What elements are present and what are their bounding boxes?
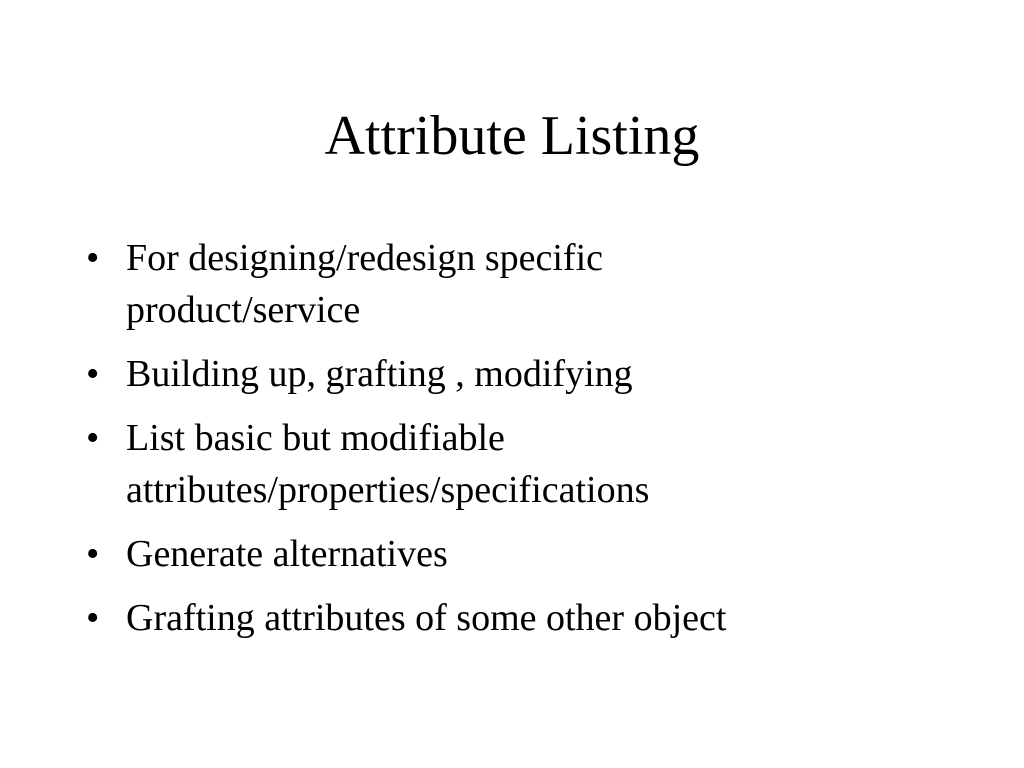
bullet-text: Generate alternatives xyxy=(126,533,448,575)
bullet-item xyxy=(86,232,966,336)
bullet-text: List basic but modifiable attributes/properties/specifications xyxy=(126,417,650,511)
bullet-text: For designing/redesign specific product/service xyxy=(126,237,604,331)
slide-title: Attribute Listing xyxy=(324,105,700,167)
bullet-dot-icon: • xyxy=(86,353,100,395)
bullet-dot-icon: • xyxy=(86,533,100,575)
bullet-dot-icon: • xyxy=(86,417,100,459)
bullet-text: Building up, grafting , modifying xyxy=(126,353,633,395)
bullet-item xyxy=(86,412,966,516)
bullet-item xyxy=(86,348,966,400)
bullet-dot-icon: • xyxy=(86,597,100,639)
bullet-item xyxy=(86,592,966,644)
bullet-text: Grafting attributes of some other object xyxy=(126,597,727,639)
bullet-list xyxy=(86,232,966,656)
bullet-dot-icon: • xyxy=(86,237,100,279)
bullet-item xyxy=(86,528,966,580)
